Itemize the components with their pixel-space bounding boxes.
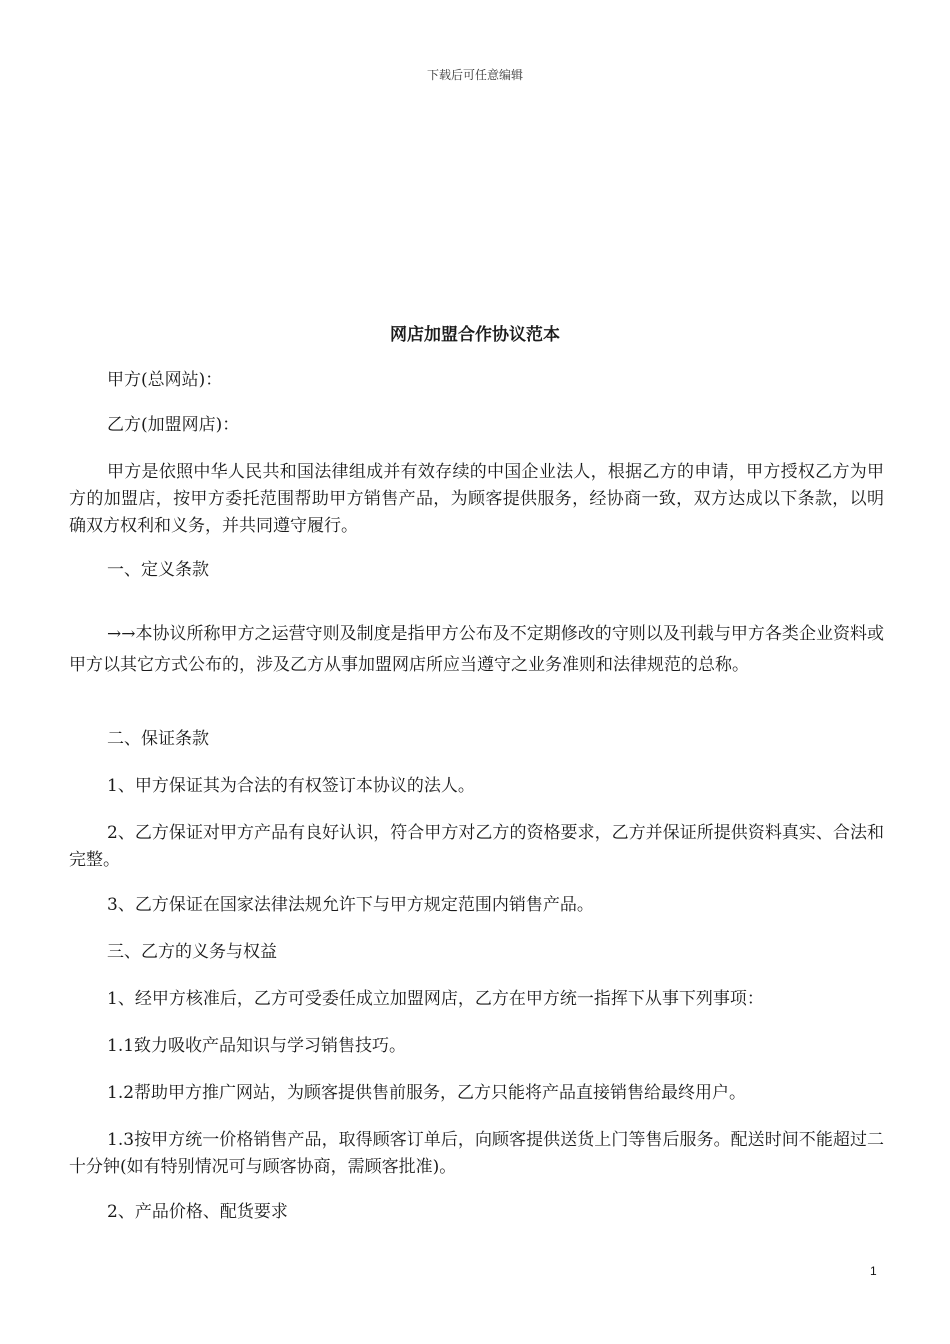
party-b-line: 乙方(加盟网店)：	[107, 415, 240, 435]
obligation-clause-1-2: 1.2帮助甲方推广网站，为顾客提供售前服务，乙方只能将产品直接销售给最终用户。	[107, 1083, 747, 1103]
definition-paragraph: →→本协议所称甲方之运营守则及制度是指甲方公布及不定期修改的守则以及刊载与甲方各类企业资料或甲方以其它方式公布的，涉及乙方从事加盟网店所应当遵守之业务准则和法律规范的总称。	[69, 624, 884, 675]
guarantee-clause-3: 3、乙方保证在国家法律法规允许下与甲方规定范围内销售产品。	[107, 895, 594, 915]
document-title: 网店加盟合作协议范本	[390, 325, 560, 345]
guarantee-clause-1: 1、甲方保证其为合法的有权签订本协议的法人。	[107, 776, 475, 796]
obligation-clause-2: 2、产品价格、配货要求	[107, 1202, 288, 1222]
section-heading-guarantees: 二、保证条款	[107, 729, 209, 749]
header-note: 下载后可任意编辑	[426, 68, 523, 82]
preamble-paragraph: 甲方是依照中华人民共和国法律组成并有效存续的中国企业法人，根据乙方的申请，甲方授权乙方为甲方的加盟店，按甲方委托范围帮助甲方销售产品，为顾客提供服务，经协商一致，双方达成以下条款，以明确双方权利和义务，并共同遵守履行。	[69, 462, 884, 536]
obligation-clause-1: 1、经甲方核准后，乙方可受委任成立加盟网店，乙方在甲方统一指挥下从事下列事项：	[107, 989, 764, 1009]
section-heading-obligations: 三、乙方的义务与权益	[107, 942, 277, 962]
section-heading-definitions: 一、定义条款	[107, 560, 209, 580]
party-a-line: 甲方(总网站)：	[107, 370, 223, 390]
obligation-clause-1-3: 1.3按甲方统一价格销售产品，取得顾客订单后，向顾客提供送货上门等售后服务。配送时间不能超过二十分钟(如有特别情况可与顾客协商，需顾客批准)。	[69, 1130, 884, 1177]
page-number: 1	[870, 1264, 877, 1278]
obligation-clause-1-1: 1.1致力吸收产品知识与学习销售技巧。	[107, 1036, 407, 1056]
guarantee-clause-2: 2、乙方保证对甲方产品有良好认识，符合甲方对乙方的资格要求，乙方并保证所提供资料真实、合法和完整。	[69, 823, 884, 870]
